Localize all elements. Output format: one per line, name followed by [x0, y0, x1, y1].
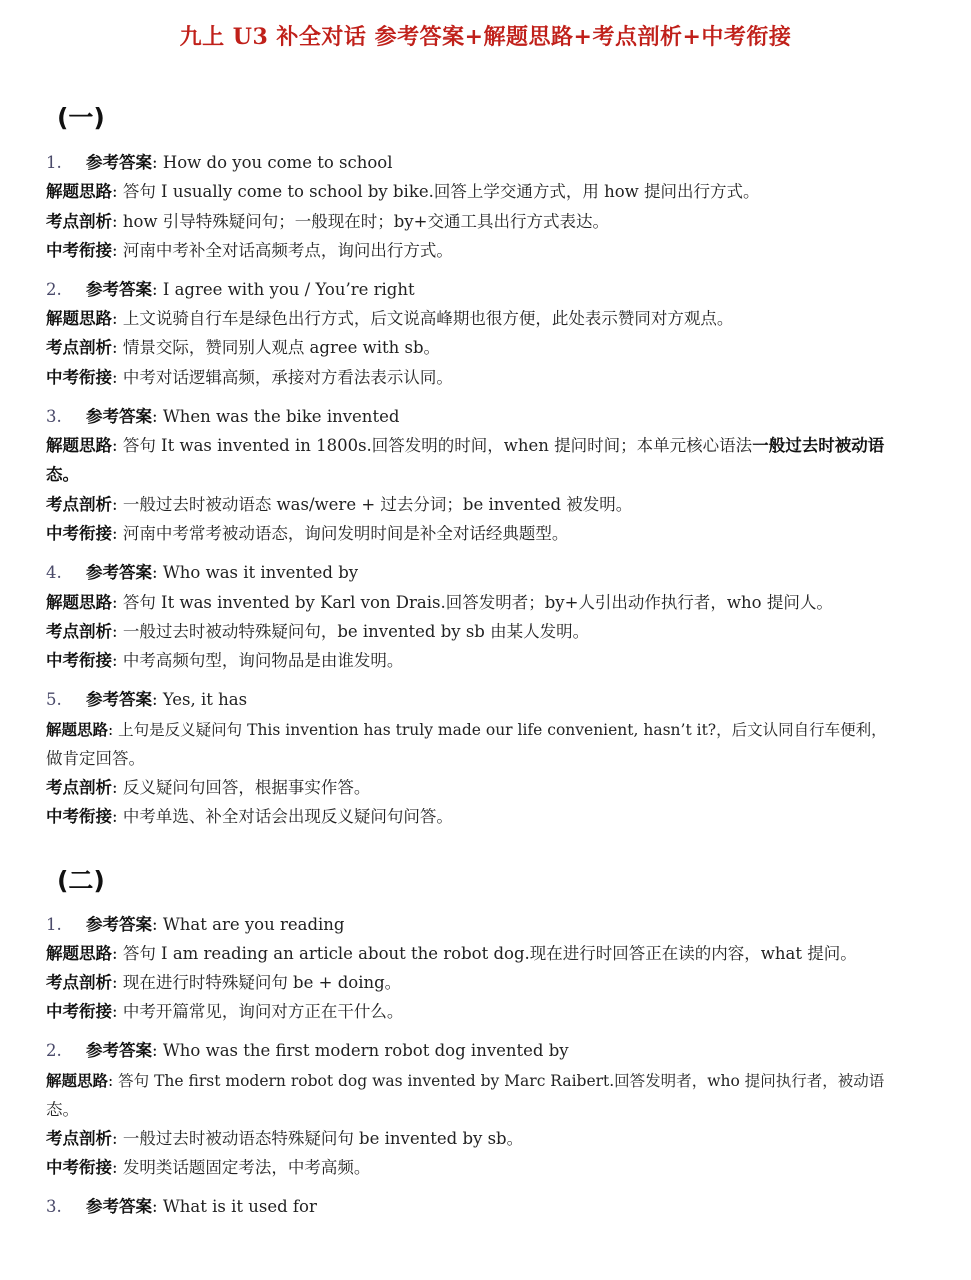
point-label: 考点剖析	[46, 338, 112, 357]
answer-line: 2. 参考答案: I agree with you / You’re right	[46, 275, 926, 304]
idea-line: 解题思路: 答句 The first modern robot dog was invented by Marc Raibert.回答发明者，who 提问执行者，被动语	[46, 1071, 885, 1090]
idea-text: 答句 I usually come to school by bike.回答上学交通方式，用 how 提问出行方式。	[122, 182, 760, 201]
idea-line: 解题思路: 上文说骑自行车是绿色出行方式，后文说高峰期也很方便，此处表示赞同对方观点。	[46, 309, 734, 328]
link-label: 中考衔接	[46, 368, 112, 387]
idea-label: 解题思路	[46, 182, 112, 201]
answer-label: 参考答案	[86, 690, 152, 709]
point-label: 考点剖析	[46, 778, 112, 797]
link-label: 中考衔接	[46, 524, 112, 543]
page-title: 九上 U3 补全对话 参考答案+解题思路+考点剖析+中考衔接	[179, 24, 792, 50]
point-label: 考点剖析	[46, 1129, 112, 1148]
item-number: 3.	[46, 407, 62, 426]
answer-label: 参考答案	[86, 915, 152, 934]
point-text: 情景交际，赞同别人观点 agree with sb。	[122, 338, 441, 357]
item-number: 4.	[46, 563, 62, 582]
point-text: 反义疑问句回答，根据事实作答。	[122, 778, 371, 797]
link-label: 中考衔接	[46, 651, 112, 670]
link-text: 河南中考常考被动语态，询问发明时间是补全对话经典题型。	[122, 524, 569, 543]
answer-label: 参考答案	[86, 1041, 152, 1060]
section-heading: (一)	[57, 103, 105, 132]
point-text: 一般过去时被动语态特殊疑问句 be invented by sb。	[122, 1129, 524, 1148]
idea-label: 解题思路	[46, 436, 112, 455]
point-line: 考点剖析: 反义疑问句回答，根据事实作答。	[46, 778, 371, 797]
link-label: 中考衔接	[46, 807, 112, 826]
point-text: 现在进行时特殊疑问句 be + doing。	[122, 973, 402, 992]
answer-line: 1. 参考答案: What are you reading	[46, 910, 926, 939]
link-label: 中考衔接	[46, 1158, 112, 1177]
idea-text-tail: 态。	[46, 1100, 79, 1119]
answer-line: 2. 参考答案: Who was the first modern robot dog invented by	[46, 1036, 926, 1065]
idea-text-tail: 做肯定回答。	[46, 749, 145, 768]
section-heading: (二)	[57, 866, 105, 895]
answer-text: When was the bike invented	[162, 407, 400, 426]
point-line: 考点剖析: 一般过去时被动语态 was/were + 过去分词；be invented 被发明。	[46, 495, 633, 514]
link-line: 中考衔接: 发明类话题固定考法，中考高频。	[46, 1158, 371, 1177]
point-label: 考点剖析	[46, 495, 112, 514]
link-text: 中考高频句型，询问物品是由谁发明。	[122, 651, 404, 670]
answer-line: 4. 参考答案: Who was it invented by	[46, 558, 926, 587]
item-number: 3.	[46, 1197, 62, 1216]
point-line: 考点剖析: 现在进行时特殊疑问句 be + doing。	[46, 973, 402, 992]
link-line: 中考衔接: 中考开篇常见，询问对方正在干什么。	[46, 1002, 404, 1021]
idea-label: 解题思路	[46, 720, 109, 739]
point-text: how 引导特殊疑问句；一般现在时；by+交通工具出行方式表达。	[122, 212, 609, 231]
point-text: 一般过去时被动语态 was/were + 过去分词；be invented 被发明。	[122, 495, 633, 514]
answer-text: What is it used for	[162, 1197, 317, 1216]
idea-text: 答句 It was invented by Karl von Drais.回答发明者；by+人引出动作执行者，who 提问人。	[122, 593, 833, 612]
idea-line-continued	[46, 1095, 926, 1124]
answer-text: Yes, it has	[162, 690, 248, 709]
idea-emphasis: 一般过去时被动语	[752, 436, 885, 455]
answer-label: 参考答案	[86, 153, 152, 172]
idea-line: 解题思路: 答句 It was invented in 1800s.回答发明的时间，when 提问时间；本单元核心语法一般过去时被动语	[46, 436, 885, 455]
point-line: 考点剖析: how 引导特殊疑问句；一般现在时；by+交通工具出行方式表达。	[46, 212, 609, 231]
link-text: 中考对话逻辑高频，承接对方看法表示认同。	[122, 368, 453, 387]
idea-label: 解题思路	[46, 593, 112, 612]
idea-text: 答句 It was invented in 1800s.回答发明的时间，when 提问时间；本单元核心语法	[122, 436, 753, 455]
point-line: 考点剖析: 一般过去时被动特殊疑问句，be invented by sb 由某人发明。	[46, 622, 590, 641]
point-line: 考点剖析: 情景交际，赞同别人观点 agree with sb。	[46, 338, 441, 357]
answer-text: How do you come to school	[162, 153, 393, 172]
idea-line: 解题思路: 答句 I am reading an article about the robot dog.现在进行时回答正在读的内容，what 提问。	[46, 944, 857, 963]
point-label: 考点剖析	[46, 622, 112, 641]
point-line: 考点剖析: 一般过去时被动语态特殊疑问句 be invented by sb。	[46, 1129, 524, 1148]
link-line: 中考衔接: 中考高频句型，询问物品是由谁发明。	[46, 651, 404, 670]
link-line: 中考衔接: 河南中考补全对话高频考点，询问出行方式。	[46, 241, 453, 260]
answer-text: What are you reading	[162, 915, 345, 934]
item-number: 5.	[46, 690, 62, 709]
link-line: 中考衔接: 中考单选、补全对话会出现反义疑问句问答。	[46, 807, 453, 826]
idea-label: 解题思路	[46, 1071, 109, 1090]
idea-line-continued	[46, 744, 926, 773]
link-label: 中考衔接	[46, 1002, 112, 1021]
link-line: 中考衔接: 中考对话逻辑高频，承接对方看法表示认同。	[46, 368, 453, 387]
idea-label: 解题思路	[46, 309, 112, 328]
idea-line-continued	[46, 460, 926, 489]
answer-line: 3. 参考答案: When was the bike invented	[46, 402, 926, 431]
answer-text: Who was it invented by	[162, 563, 359, 582]
idea-text: 答句 I am reading an article about the robot dog.现在进行时回答正在读的内容，what 提问。	[122, 944, 857, 963]
idea-line: 解题思路: 答句 It was invented by Karl von Drais.回答发明者；by+人引出动作执行者，who 提问人。	[46, 593, 833, 612]
answer-text: Who was the first modern robot dog invented by	[162, 1041, 569, 1060]
link-text: 河南中考补全对话高频考点，询问出行方式。	[122, 241, 453, 260]
idea-line: 解题思路: 答句 I usually come to school by bike.回答上学交通方式，用 how 提问出行方式。	[46, 182, 760, 201]
answer-line: 1. 参考答案: How do you come to school	[46, 148, 926, 177]
idea-text: 答句 The first modern robot dog was invented by Marc Raibert.回答发明者，who 提问执行者，被动语	[118, 1072, 885, 1090]
link-text: 中考单选、补全对话会出现反义疑问句问答。	[122, 807, 453, 826]
answer-label: 参考答案	[86, 563, 152, 582]
point-label: 考点剖析	[46, 973, 112, 992]
answer-text: I agree with you / You’re right	[162, 280, 415, 299]
point-text: 一般过去时被动特殊疑问句，be invented by sb 由某人发明。	[122, 622, 590, 641]
link-text: 中考开篇常见，询问对方正在干什么。	[122, 1002, 404, 1021]
idea-text: 上句是反义疑问句 This invention has truly made our life convenient, hasn’t it?，后文认同自行车便利，	[118, 721, 887, 739]
link-label: 中考衔接	[46, 241, 112, 260]
answer-line: 3. 参考答案: What is it used for	[46, 1192, 926, 1221]
item-number: 1.	[46, 915, 62, 934]
item-number: 2.	[46, 280, 62, 299]
point-label: 考点剖析	[46, 212, 112, 231]
idea-label: 解题思路	[46, 944, 112, 963]
link-text: 发明类话题固定考法，中考高频。	[122, 1158, 371, 1177]
item-number: 1.	[46, 153, 62, 172]
idea-emphasis-tail: 态。	[46, 465, 79, 484]
answer-line: 5. 参考答案: Yes, it has	[46, 685, 926, 714]
answer-label: 参考答案	[86, 280, 152, 299]
item-number: 2.	[46, 1041, 62, 1060]
link-line: 中考衔接: 河南中考常考被动语态，询问发明时间是补全对话经典题型。	[46, 524, 569, 543]
idea-line: 解题思路: 上句是反义疑问句 This invention has truly made our life convenient, hasn’t it?，后文认同自行车便利，	[46, 720, 887, 739]
answer-label: 参考答案	[86, 407, 152, 426]
answer-label: 参考答案	[86, 1197, 152, 1216]
idea-text: 上文说骑自行车是绿色出行方式，后文说高峰期也很方便，此处表示赞同对方观点。	[122, 309, 734, 328]
